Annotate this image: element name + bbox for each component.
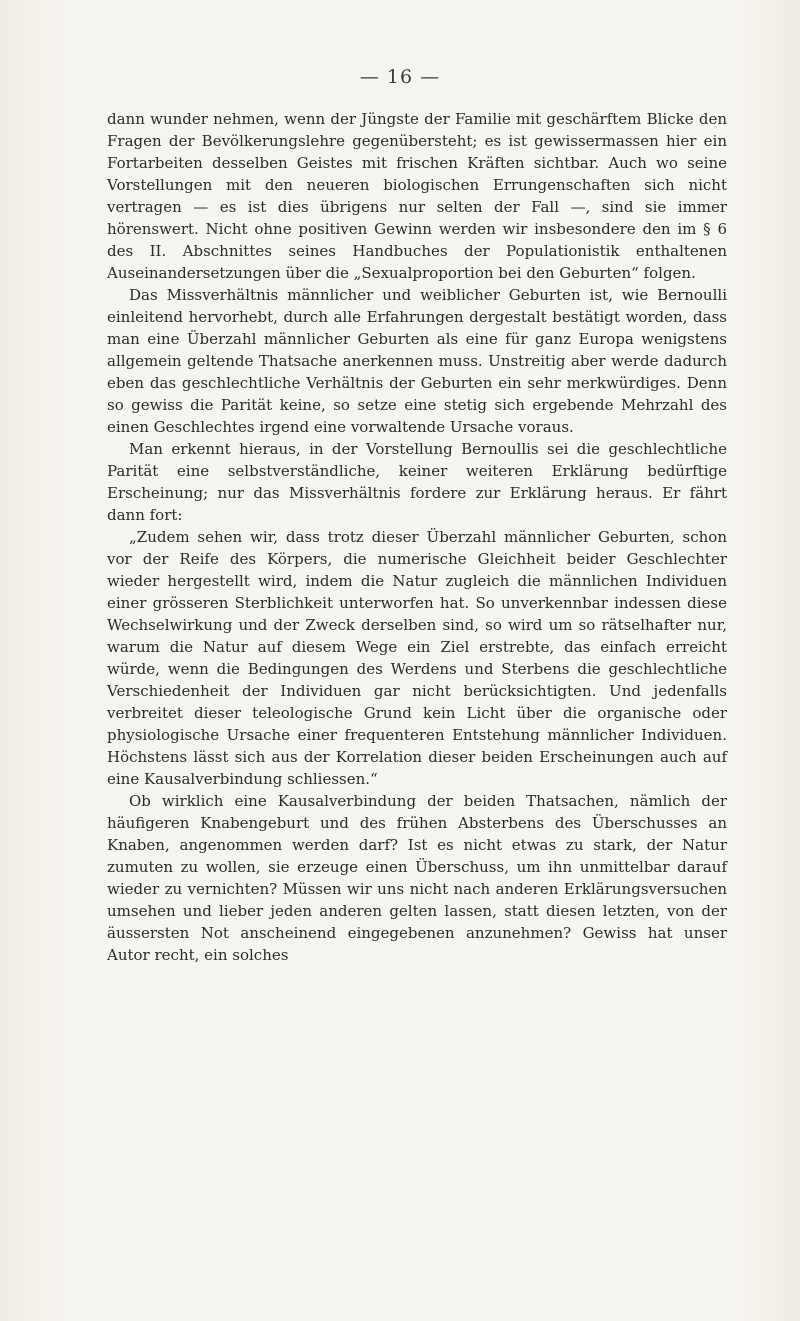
paragraph-5: Ob wirklich eine Kausalverbindung der beiden Thatsachen, nämlich der häufigeren Knabengeburt und des frühen Absterbens des Überschusses an Knaben, angenommen werden darf? Ist es nicht etwas zu stark, der Natur zumuten zu wollen, sie erzeuge einen Überschuss, um ihn unmittelbar darauf wieder zu vernichten? Müssen wir uns nicht nach anderen Erklärungsversuchen umsehen und lieber jeden anderen gelten lassen, statt diesen letzten, von der äussersten Not anscheinend eingegebenen anzunehmen? Gewiss hat unser Autor recht, ein solches [107,792,727,964]
body-text [107,108,727,966]
page-number: — 16 — [359,66,441,88]
paragraph-4-quotation: „Zudem sehen wir, dass trotz dieser Überzahl männlicher Geburten, schon vor der Reife des Körpers, die numerische Gleichheit beider Geschlechter wieder hergestellt wird, indem die Natur zugleich die männlichen Individuen einer grösseren Sterblichkeit unterworfen hat. So unverkennbar indessen diese Wechselwirkung und der Zweck derselben sind, so wird um so rätselhafter nur, warum die Natur auf diesem Wege ein Ziel erstrebte, das einfach erreicht würde, wenn die Bedingungen des Werdens und Sterbens die geschlechtliche Verschiedenheit der Individuen gar nicht berücksichtigten. Und jedenfalls verbreitet dieser teleologische Grund kein Licht über die organische oder physiologische Ursache einer frequenteren Entstehung männlicher Individuen. Höchstens lässt sich aus der Korrelation dieser beiden Erscheinungen auch auf eine Kausalverbindung schliessen.“ [107,528,727,788]
paragraph-3: Man erkennt hieraus, in der Vorstellung Bernoullis sei die geschlechtliche Parität eine selbstverständliche, keiner weiteren Erklärung bedürftige Erscheinung; nur das Missverhältnis fordere zur Erklärung heraus. Er fährt dann fort: [107,440,727,524]
paragraph-2: Das Missverhältnis männlicher und weiblicher Geburten ist, wie Bernoulli einleitend hervorhebt, durch alle Erfahrungen dergestalt bestätigt worden, dass man eine Überzahl männlicher Geburten als eine für ganz Europa wenigstens allgemein geltende Thatsache anerkennen muss. Unstreitig aber werde dadurch eben das geschlechtliche Verhältnis der Geburten ein sehr merkwürdiges. Denn so gewiss die Parität keine, so setze eine stetig sich ergebende Mehrzahl des einen Geschlechtes irgend eine vorwaltende Ursache voraus. [107,286,727,436]
paragraph-1: dann wunder nehmen, wenn der Jüngste der Familie mit geschärftem Blicke den Fragen der Bevölkerungslehre gegenübersteht; es ist gewissermassen hier ein Fortarbeiten desselben Geistes mit frischen Kräften sichtbar. Auch wo seine Vorstellungen mit den neueren biologischen Errungenschaften sich nicht vertragen — es ist dies übrigens nur selten der Fall —, sind sie immer hörenswert. Nicht ohne positiven Gewinn werden wir insbesondere den im § 6 des II. Abschnittes seines Handbuches der Populationistik enthaltenen Auseinandersetzungen über die „Sexualproportion bei den Geburten“ folgen. [107,110,727,282]
